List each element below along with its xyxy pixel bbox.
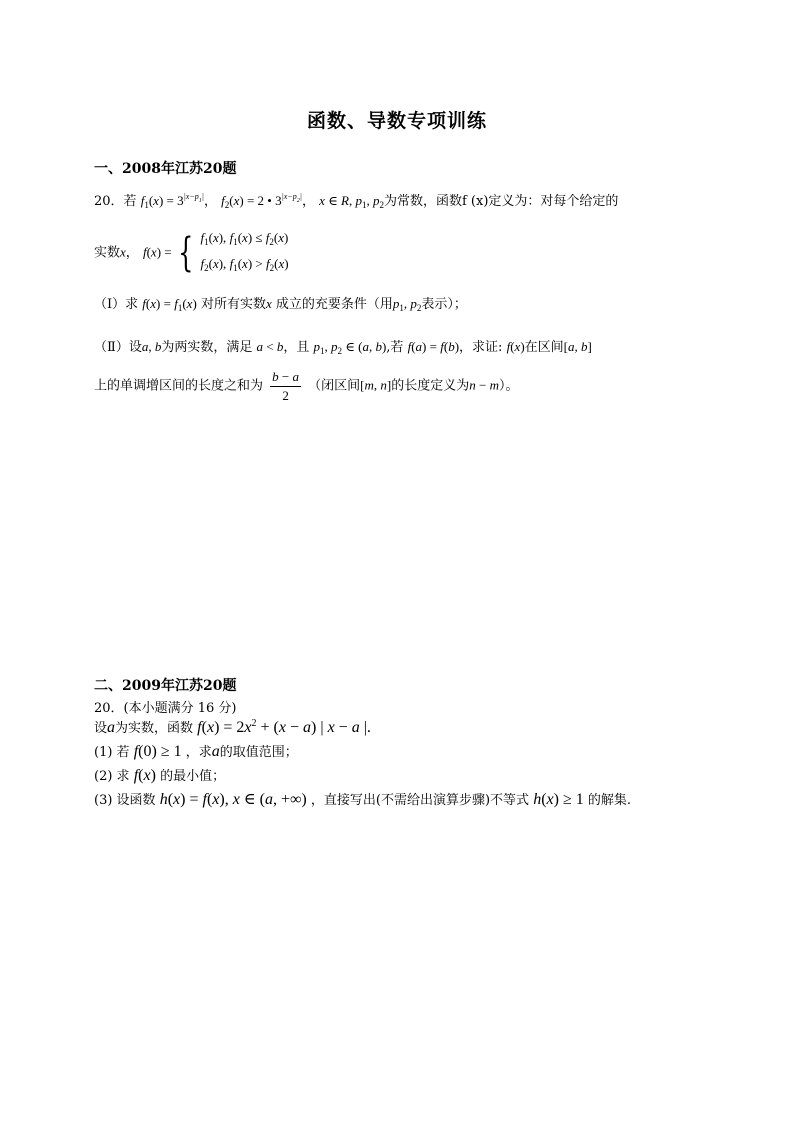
page-title: 函数、导数专项训练: [306, 110, 487, 132]
s1-part2-line1: （Ⅱ）设a, b为两实数，满足 a < b，且 $p_1$, $p_2$ ∈ (a, b),若 f(a) = f(b)，求证: f(x)在区间[a, b]: [94, 339, 592, 356]
section1-heading: 一、2008年江苏20题: [94, 161, 237, 177]
s1-part1: （Ⅰ）求 $f(x) = f_1(x)$ 对所有实数x 成立的充要条件（用$p_1$, $p_2$表示）；: [94, 296, 467, 313]
s2-line1: 设a为实数，函数 $f(x) = 2x^2 + (x - a)$ | x − a |.: [94, 718, 371, 736]
section2-heading: 二、2009年江苏20题: [94, 678, 237, 694]
s1-part2-line2: 上的单调增区间的长度之和为 $\frac{b - a}{2}$ （闭区间[m, n]的长度定义为n − m）。: [94, 369, 519, 403]
s2-question-head: 20．(本小题满分 16 分): [94, 701, 237, 716]
s1-question-line1: 20．若 $f_1(x) = 3^{|x-p_1|}$， $f_2(x) = 2$ • $3^{|x-p_2|}$， x ∈ R, $p_1$, $p_2$为常数，函数f (x)定义为：对每个给定的: [94, 192, 619, 210]
s2-line3: (2) 求 f(x) 的最小值；: [94, 767, 226, 784]
s2-line4: (3) 设函数 h(x) = f(x), x ∈ (a, +∞) ，直接写出(不需给出演算步骤)不等式 h(x) ≥ 1 的解集.: [94, 791, 632, 808]
s1-piecewise-definition: 实数x， f(x) = { $f_1(x)$, $f_1(x) \le f_2(x)$ $f_2(x)$, $f_1(x) > f_2(x)$: [94, 230, 289, 276]
s2-line2: (1) 若 f(0) ≥ 1 ，求a的取值范围；: [94, 743, 298, 760]
